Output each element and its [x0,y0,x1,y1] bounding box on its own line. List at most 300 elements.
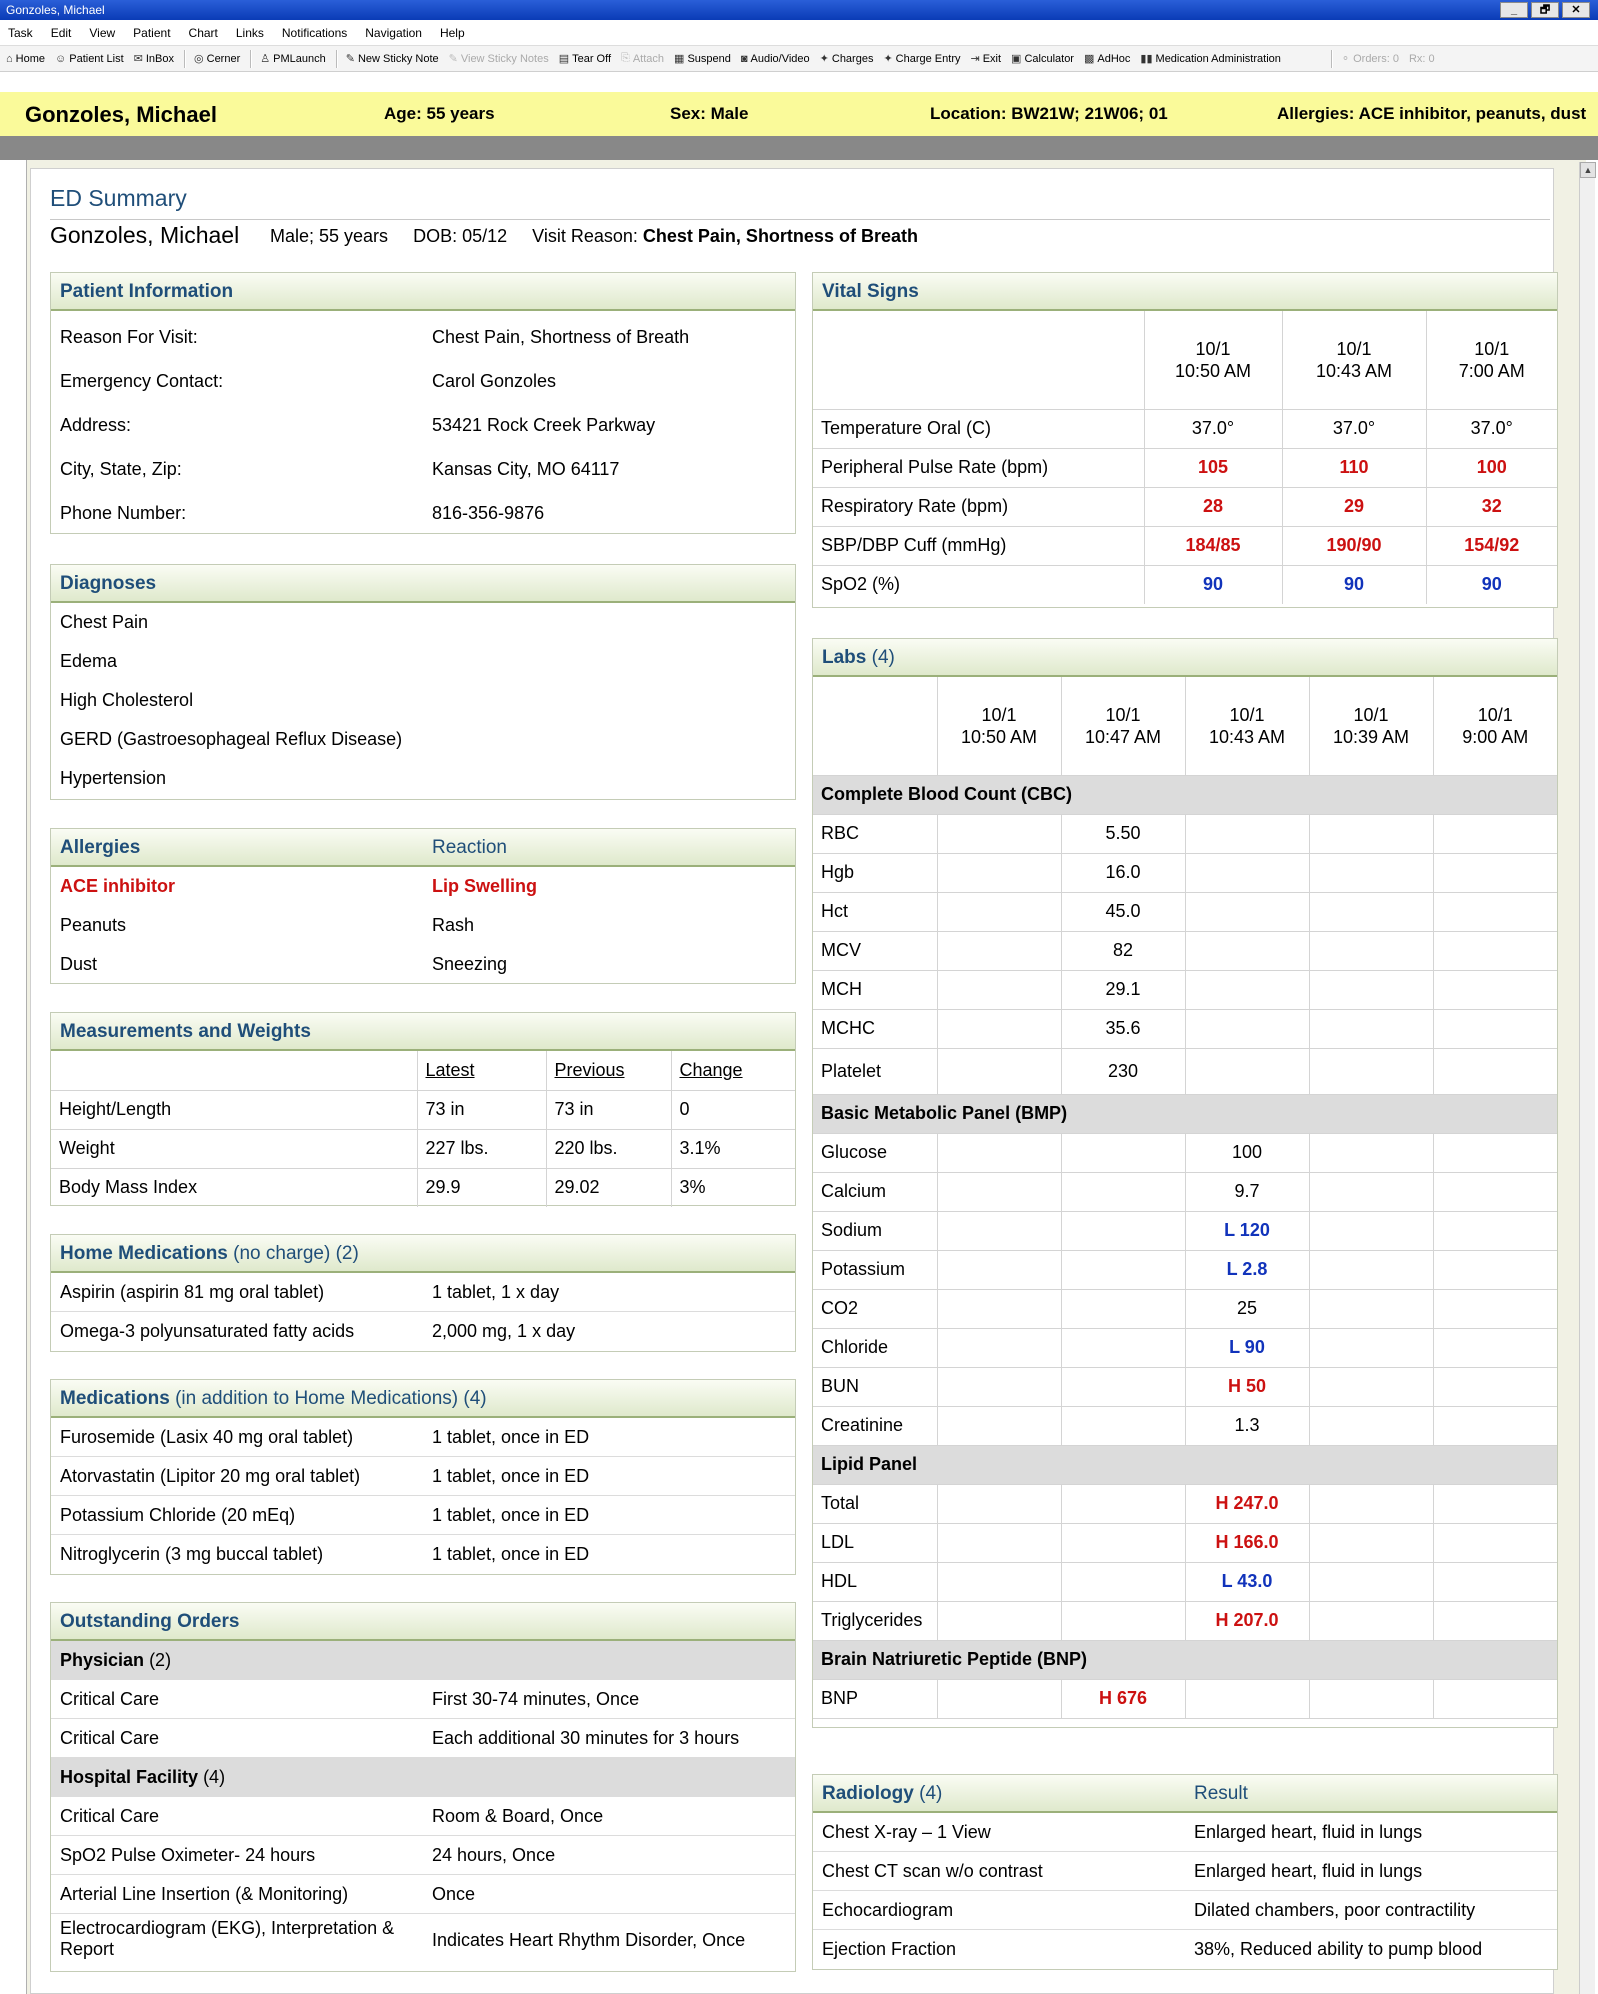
scroll-up-icon[interactable]: ▲ [1580,162,1596,178]
medication-row [51,1312,795,1351]
vital-value: 37.0° [1282,409,1426,448]
lab-empty-cell [937,931,1061,970]
measurements-panel [50,1012,796,1206]
panel-title: Medications [60,1388,170,1409]
table-row [813,526,1557,565]
info-row [51,491,795,535]
lab-empty-cell [1309,1523,1433,1562]
table-row [813,1289,1557,1328]
vital-value: 110 [1282,448,1426,487]
info-value: 816-356-9876 [432,503,545,523]
panel-title: Allergies [60,837,141,858]
order-name-continued: Report [60,1939,115,1959]
vital-value: 32 [1426,487,1557,526]
vital-value: 105 [1144,448,1282,487]
lab-value: H 247.0 [1185,1484,1309,1523]
lab-empty-cell [1061,1406,1185,1445]
lab-value: 100 [1185,1133,1309,1172]
lab-label: MCH [813,970,937,1009]
lab-empty-cell [1309,970,1433,1009]
allergy-reaction: Rash [432,915,475,935]
lab-empty-cell [1185,892,1309,931]
lab-value: H 166.0 [1185,1523,1309,1562]
restore-button[interactable]: 🗗 [1531,2,1559,18]
order-group-label: Physician [60,1650,145,1670]
table-row [813,1562,1557,1601]
table-row [813,1172,1557,1211]
measurement-label: Body Mass Index [51,1168,417,1207]
lab-empty-cell [1433,1601,1557,1640]
patient-banner [0,92,1598,136]
header-divider [50,219,1550,220]
vital-label: Peripheral Pulse Rate (bpm) [813,448,1144,487]
lab-label: Potassium [813,1250,937,1289]
patient-demographics [270,226,918,247]
minimize-button[interactable]: _ [1500,2,1528,18]
charges-icon: ✦ [819,53,829,65]
exit-button[interactable]: ⇥ Exit [970,52,1002,65]
lab-empty-cell [1061,1289,1185,1328]
lab-empty-cell [1061,1562,1185,1601]
menu-view[interactable]: View [89,25,116,40]
lab-value: H 207.0 [1185,1601,1309,1640]
toolbar [0,46,1598,72]
pmlaunch-button[interactable]: ♙ PMLaunch [260,52,326,65]
tear-off-icon: ▤ [558,53,570,65]
vitals-col-header [1282,311,1426,409]
lab-empty-cell [1433,970,1557,1009]
lab-value: 1.3 [1185,1406,1309,1445]
calculator-icon: ▣ [1011,53,1022,65]
outstanding-orders-panel [50,1602,796,1972]
allergy-row [51,945,795,984]
labs-header-row [813,677,1557,775]
menu-notifications[interactable]: Notifications [281,25,348,40]
menu-links[interactable]: Links [235,25,264,40]
vital-value: 154/92 [1426,526,1557,565]
table-row [813,1601,1557,1640]
table-row [813,931,1557,970]
lab-label: BUN [813,1367,937,1406]
info-value: Carol Gonzoles [432,371,557,391]
labs-col-header [1061,677,1185,775]
radiology-study: Echocardiogram [822,1900,954,1920]
measurement-previous: 73 in [546,1090,671,1129]
allergy-reaction: Lip Swelling [432,876,538,896]
lab-empty-cell [1185,1679,1309,1718]
lab-label: HDL [813,1562,937,1601]
measurement-previous: 220 lbs. [546,1129,671,1168]
lab-value: 5.50 [1061,814,1185,853]
order-detail: Indicates Heart Rhythm Disorder, Once [432,1930,746,1950]
suspend-icon: ▦ [674,53,685,65]
attach-button[interactable]: ⎘ Attach [621,52,665,65]
page-title: ED Summary [50,185,187,211]
visit-reason-value: Chest Pain, Shortness of Breath [642,226,918,246]
inbox-icon: ✉ [133,53,143,65]
lab-empty-cell [937,814,1061,853]
lab-empty-cell [937,1601,1061,1640]
table-row [51,1129,795,1168]
person-icon: ☺ [55,52,67,65]
medication-row [51,1457,795,1496]
medication-name: Omega-3 polyunsaturated fatty acids [60,1321,355,1341]
lab-empty-cell [1309,853,1433,892]
reaction-header: Reaction [432,837,507,858]
lab-label: Platelet [813,1048,937,1094]
lab-empty-cell [1433,1133,1557,1172]
medication-name: Potassium Chloride (20 mEq) [60,1505,296,1525]
barcode-icon: ▮▮ [1140,53,1153,65]
lab-empty-cell [1309,1009,1433,1048]
vital-value: 90 [1426,565,1557,604]
measurement-change: 0 [671,1090,795,1129]
vitals-header-row [813,311,1557,409]
home-button[interactable]: ⌂ Home [6,52,45,65]
lab-empty-cell [1433,1484,1557,1523]
info-row [51,447,795,491]
panel-header [51,829,795,867]
menu-patient[interactable]: Patient [133,25,171,40]
lab-value: 82 [1061,931,1185,970]
menu-chart[interactable]: Chart [188,25,218,40]
vital-label: Respiratory Rate (bpm) [813,487,1144,526]
allergy-row [51,906,795,945]
close-button[interactable]: ✕ [1562,2,1590,18]
banner-age: Age: 55 years [384,104,495,123]
cerner-button[interactable]: ◎ Cerner [194,52,241,65]
lab-empty-cell [1309,1211,1433,1250]
measurement-label: Height/Length [51,1090,417,1129]
vital-value: 100 [1426,448,1557,487]
lab-group-name: Brain Natriuretic Peptide (BNP) [813,1640,1557,1679]
table-row [813,487,1557,526]
window-titlebar [0,0,1598,20]
lab-empty-cell [1185,853,1309,892]
lab-empty-cell [1309,1484,1433,1523]
table-row [813,565,1557,604]
lab-empty-cell [1433,853,1557,892]
table-row [813,814,1557,853]
info-value: 53421 Rock Creek Parkway [432,415,656,435]
medication-row [51,1418,795,1457]
measurement-change: 3% [671,1168,795,1207]
table-row [813,1211,1557,1250]
dob-text: DOB: 05/12 [413,226,508,246]
labs-col-header [1309,677,1433,775]
lab-empty-cell [937,892,1061,931]
toolbar-separator [1331,50,1333,68]
panel-count: (4) [871,647,895,668]
panel-title: Diagnoses [51,565,795,603]
lab-empty-cell [1433,1048,1557,1094]
order-name: Electrocardiogram (EKG), Interpretation & [60,1918,395,1938]
menu-bar [0,20,1598,46]
medication-name: Atorvastatin (Lipitor 20 mg oral tablet) [60,1466,361,1486]
panel-title: Labs [822,647,867,668]
radiology-result: Dilated chambers, poor contractility [1194,1900,1476,1920]
order-group-header [51,1641,795,1680]
lab-empty-cell [1309,1133,1433,1172]
adhoc-button[interactable]: ▩ AdHoc [1083,52,1131,65]
panel-header [51,1235,795,1273]
lab-label: Glucose [813,1133,937,1172]
menu-help[interactable]: Help [439,25,465,40]
labs-table [813,677,1557,1719]
order-detail: Each additional 30 minutes for 3 hours [432,1728,740,1748]
lab-empty-cell [937,1048,1061,1094]
panel-title: Radiology [822,1783,914,1804]
medication-row [51,1535,795,1574]
table-row [813,1406,1557,1445]
lab-empty-cell [937,1679,1061,1718]
paperclip-icon: ⎘ [621,52,630,64]
order-group-count: (2) [149,1650,172,1670]
vital-value: 37.0° [1144,409,1282,448]
menu-task[interactable]: Task [8,25,33,40]
lab-empty-cell [1061,1523,1185,1562]
banner-location: Location: BW21W; 21W06; 01 [930,104,1168,123]
order-detail: 24 hours, Once [432,1845,556,1865]
suspend-button[interactable]: ▦ Suspend [674,52,731,65]
lab-empty-cell [1185,1009,1309,1048]
table-row [813,970,1557,1009]
vitals-table [813,311,1557,604]
lab-value: 16.0 [1061,853,1185,892]
lab-empty-cell [937,1250,1061,1289]
lab-empty-cell [1309,1562,1433,1601]
vital-label: Temperature Oral (C) [813,409,1144,448]
lab-empty-cell [937,1484,1061,1523]
medication-administration-button[interactable]: ▮▮ Medication Administration [1140,52,1281,65]
order-name: Critical Care [60,1728,160,1748]
table-row [813,409,1557,448]
lab-empty-cell [1433,1250,1557,1289]
lab-empty-cell [1185,1048,1309,1094]
info-row [51,315,795,359]
col-time: 10:39 AM [1332,726,1410,747]
lab-empty-cell [1433,1562,1557,1601]
lab-group-name: Complete Blood Count (CBC) [813,775,1557,814]
separator-bar [0,136,1598,160]
info-value: Chest Pain, Shortness of Breath [432,327,690,347]
medication-name: Furosemide (Lasix 40 mg oral tablet) [60,1427,354,1447]
table-row [51,1090,795,1129]
table-row [813,1484,1557,1523]
medication-dose: 1 tablet, once in ED [432,1427,590,1447]
lab-label: Chloride [813,1328,937,1367]
panel-header [813,1775,1557,1813]
orders-counter[interactable]: ⚬ Orders: 0 [1340,52,1399,65]
audio-video-button[interactable]: ◙ Audio/Video [740,52,810,65]
lab-label: MCHC [813,1009,937,1048]
col-date: 10/1 [1336,338,1372,359]
lab-empty-cell [1309,814,1433,853]
table-row [813,1009,1557,1048]
col-time: 10:50 AM [960,726,1038,747]
lab-empty-cell [1433,1009,1557,1048]
col-date: 10/1 [1474,338,1510,359]
rx-counter[interactable]: Rx: 0 [1408,52,1435,65]
order-row [51,1914,795,1966]
lab-value: 29.1 [1061,970,1185,1009]
demographics-text: Male; 55 years [270,226,389,246]
radiology-row [813,1891,1557,1930]
lab-empty-cell [1433,814,1557,853]
radiology-result: 38%, Reduced ability to pump blood [1194,1939,1483,1959]
allergy-row [51,867,795,906]
lab-label: LDL [813,1523,937,1562]
column-header: Latest [425,1059,475,1080]
order-row [51,1797,795,1836]
radiology-study: Ejection Fraction [822,1939,957,1959]
menu-edit[interactable]: Edit [50,25,72,40]
lab-empty-cell [1061,1601,1185,1640]
measurement-latest: 227 lbs. [417,1129,546,1168]
lab-label: Total [813,1484,937,1523]
lab-empty-cell [937,1562,1061,1601]
lab-empty-cell [1309,892,1433,931]
table-row [813,853,1557,892]
charges-button[interactable]: ✦ Charges [819,52,874,65]
window-title: Gonzoles, Michael [6,3,105,17]
lab-empty-cell [1061,1133,1185,1172]
diagnosis-item: GERD (Gastroesophageal Reflux Disease) [60,729,403,749]
lab-empty-cell [1185,970,1309,1009]
lab-group-header [813,1094,1557,1133]
lab-empty-cell [1433,1679,1557,1718]
vital-signs-panel [812,272,1558,608]
patient-list-button[interactable]: ☺ Patient List [55,52,124,65]
lab-value: L 90 [1185,1328,1309,1367]
lab-group-header [813,1445,1557,1484]
table-row [813,1523,1557,1562]
medication-dose: 1 tablet, 1 x day [432,1282,560,1302]
lab-empty-cell [1309,1367,1433,1406]
note-icon: ✎ [448,53,458,65]
diagnosis-item: Hypertension [60,768,167,788]
toolbar-separator [250,50,252,68]
col-time: 10:43 AM [1315,360,1393,381]
lab-empty-cell [1309,1406,1433,1445]
lab-empty-cell [1061,1484,1185,1523]
col-date: 10/1 [1353,704,1389,725]
panel-title: Measurements and Weights [51,1013,795,1051]
order-detail: First 30-74 minutes, Once [432,1689,640,1709]
lab-value: L 120 [1185,1211,1309,1250]
order-row [51,1719,795,1758]
medication-dose: 2,000 mg, 1 x day [432,1321,576,1341]
lab-empty-cell [1309,1250,1433,1289]
inbox-button[interactable]: ✉ InBox [133,52,175,65]
labs-col-header [1433,677,1557,775]
col-time: 9:00 AM [1462,726,1529,747]
pin-icon: ✎ [345,53,355,65]
col-date: 10/1 [1195,338,1231,359]
order-name: Arterial Line Insertion (& Monitoring) [60,1884,349,1904]
col-time: 7:00 AM [1458,360,1525,381]
diagnosis-item: Edema [60,651,118,671]
banner-allergies: Allergies: ACE inhibitor, peanuts, dust [1277,104,1587,123]
lab-empty-cell [937,1289,1061,1328]
calculator-button[interactable]: ▣ Calculator [1011,52,1074,65]
menu-navigation[interactable]: Navigation [365,25,422,40]
lab-empty-cell [1433,1367,1557,1406]
table-row [813,1133,1557,1172]
lab-label: Calcium [813,1172,937,1211]
order-group-header [51,1758,795,1797]
lab-empty-cell [1309,1601,1433,1640]
order-row [51,1875,795,1914]
order-name: SpO2 Pulse Oximeter- 24 hours [60,1845,316,1865]
lab-empty-cell [937,1172,1061,1211]
radiology-result: Enlarged heart, fluid in lungs [1194,1861,1423,1881]
person-icon: ♙ [260,53,271,65]
medication-name: Aspirin (aspirin 81 mg oral tablet) [60,1282,325,1302]
allergy-reaction: Sneezing [432,954,508,974]
lab-empty-cell [937,1406,1061,1445]
table-header-row [51,1051,795,1090]
diagnosis-item: Chest Pain [60,612,149,632]
vertical-scrollbar[interactable] [1579,162,1595,1994]
toolbar-separator [184,50,186,68]
radiology-result: Enlarged heart, fluid in lungs [1194,1822,1423,1842]
charge-entry-button[interactable]: ✦ Charge Entry [883,52,961,65]
toolbar-separator [336,50,338,68]
lab-empty-cell [937,853,1061,892]
radiology-row [813,1852,1557,1891]
lab-empty-cell [1309,1048,1433,1094]
allergy-name: Peanuts [60,915,127,935]
vital-label: SpO2 (%) [813,565,1144,604]
lab-label: Sodium [813,1211,937,1250]
panel-header [813,639,1557,677]
radiology-study: Chest X-ray – 1 View [822,1822,991,1842]
table-row [51,1168,795,1207]
view-sticky-notes-button[interactable]: ✎ View Sticky Notes [448,52,549,65]
lab-empty-cell [1185,814,1309,853]
vital-label: SBP/DBP Cuff (mmHg) [813,526,1144,565]
visit-reason-label: Visit Reason: [532,226,638,246]
panel-title: Outstanding Orders [51,1603,795,1641]
radiology-study: Chest CT scan w/o contrast [822,1861,1043,1881]
lab-empty-cell [1433,1172,1557,1211]
lab-group-name: Basic Metabolic Panel (BMP) [813,1094,1557,1133]
new-sticky-note-button[interactable]: ✎ New Sticky Note [345,52,439,65]
lab-empty-cell [937,1523,1061,1562]
lab-label: MCV [813,931,937,970]
patient-information-panel [50,272,796,534]
info-label: Emergency Contact: [60,371,224,391]
col-date: 10/1 [1229,704,1265,725]
info-label: City, State, Zip: [60,459,182,479]
medication-dose: 1 tablet, once in ED [432,1544,590,1564]
tear-off-button[interactable]: ▤ Tear Off [558,52,612,65]
lab-label: BNP [813,1679,937,1718]
order-group-label: Hospital Facility [60,1767,199,1787]
labs-panel [812,638,1558,1728]
col-time: 10:50 AM [1174,360,1252,381]
lab-empty-cell [937,1328,1061,1367]
order-name: Critical Care [60,1806,160,1826]
lab-value: 9.7 [1185,1172,1309,1211]
result-header: Result [1194,1783,1248,1804]
lab-empty-cell [1433,1289,1557,1328]
lab-empty-cell [1309,1679,1433,1718]
lab-empty-cell [1061,1328,1185,1367]
medication-row [51,1273,795,1312]
panel-title: Home Medications [60,1243,228,1264]
